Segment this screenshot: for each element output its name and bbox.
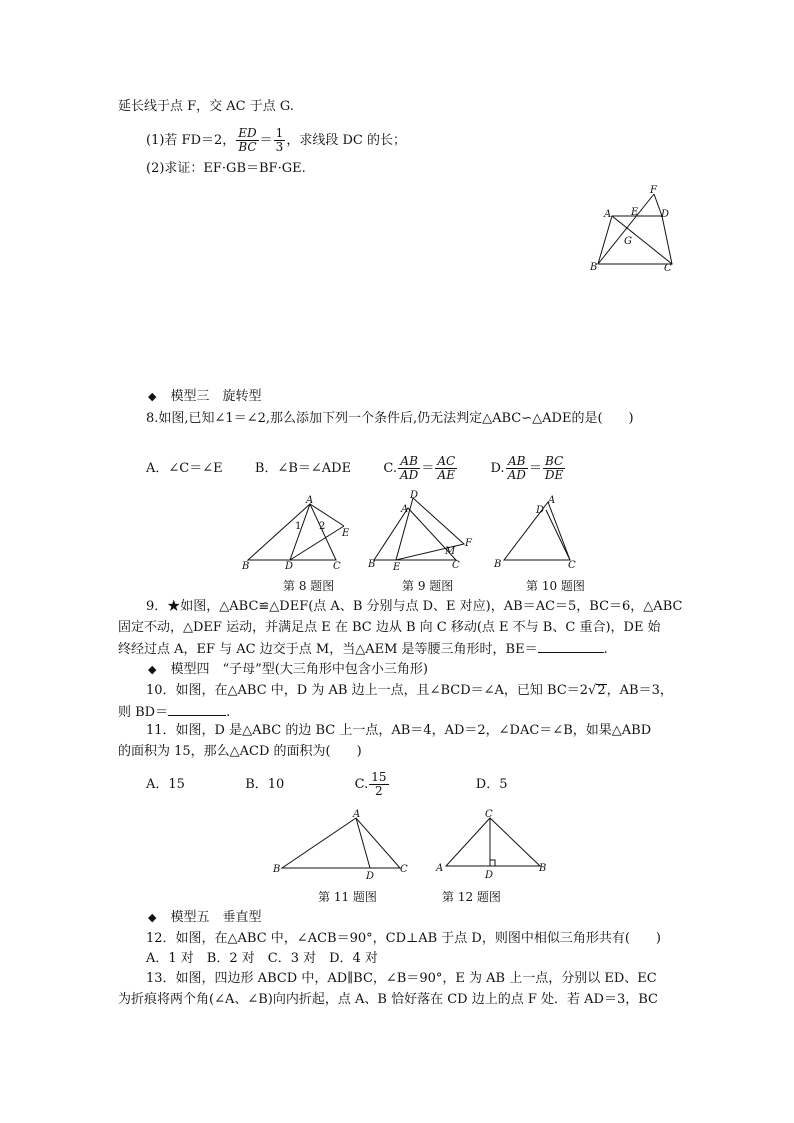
q9-answer-blank[interactable] <box>538 640 604 653</box>
q11-line2: 的面积为 15，那么△ACD 的面积为( ) <box>118 744 362 759</box>
q10-line2 <box>118 703 230 722</box>
model4-heading <box>148 661 428 679</box>
q9-line3-post: . <box>603 642 608 657</box>
q9-line1: 9．★如图，△ABC≌△DEF(点 A、B 分别与点 D、E 对应)，AB＝AC＝5，BC＝6，△ABC <box>146 599 683 614</box>
fig9-label-E: E <box>393 562 401 573</box>
q12-options: A．1 对 B．2 对 C．3 对 D．4 对 <box>146 951 378 966</box>
q10-line1 <box>146 682 673 700</box>
sqrt-icon: √ <box>588 683 597 698</box>
opt-label: D. <box>490 461 505 476</box>
frac <box>506 455 528 482</box>
frac-den: DE <box>544 468 564 482</box>
q10-line1-pre: 10．如图，在△ABC 中，D 为 AB 边上一点，且∠BCD＝∠A，已知 BC＝2 <box>146 683 589 698</box>
frac-num: ED <box>238 126 257 140</box>
q7-label-A: A <box>604 209 612 220</box>
q8-option-b: B．∠B＝∠ADE <box>254 461 352 476</box>
fig11-label-A: A <box>353 809 361 820</box>
q11-option-c <box>354 770 390 798</box>
fig12-label-A: A <box>436 863 444 874</box>
fig12-label-B: B <box>539 863 547 874</box>
frac-den: BC <box>238 140 257 154</box>
q7-figure <box>588 184 688 274</box>
frac-den: AD <box>507 468 526 482</box>
model3-title: 模型三 旋转型 <box>170 389 262 404</box>
fig12-right-angle <box>490 860 495 866</box>
q11-option-a: A．15 <box>146 777 185 792</box>
q7-part1 <box>146 126 406 156</box>
fig8-label-1: 1 <box>295 521 302 532</box>
fig9 <box>366 490 476 572</box>
diamond-icon: ◆ <box>148 663 157 676</box>
diamond-icon: ◆ <box>148 390 157 403</box>
q7-frac-1-3 <box>274 127 286 154</box>
model5-heading <box>148 909 261 927</box>
frac-num: 15 <box>371 770 387 784</box>
frac-num: AB <box>398 455 420 469</box>
q8-option-a: A．∠C＝∠E <box>146 461 223 476</box>
frac <box>543 455 565 482</box>
opt-label: C. <box>383 461 398 476</box>
q7-line1: 延长线于点 F，交 AC 于点 G. <box>118 99 294 114</box>
fig8-label-C: C <box>333 561 341 572</box>
q11-option-b: B．10 <box>245 777 285 792</box>
fig12-triangle-abc <box>446 818 540 866</box>
q8-options <box>146 452 566 486</box>
fig9-label-C: C <box>452 560 460 571</box>
fig8 <box>240 496 360 572</box>
fig10-label-D: D <box>536 505 545 516</box>
fig12 <box>434 808 554 882</box>
fig9-label-F: F <box>465 538 472 549</box>
q7-label-B: B <box>590 262 598 273</box>
fig12-label-D: D <box>485 870 494 881</box>
frac <box>398 455 420 482</box>
q11-line1: 11．如图，D 是△ABC 的边 BC 上一点，AB＝4，AD＝2，∠DAC＝∠B，如果△ABD <box>146 723 652 738</box>
frac-den: 2 <box>375 784 383 798</box>
eq-sign: ＝ <box>421 461 435 476</box>
q7-label-G: G <box>624 236 632 247</box>
q7-quad <box>598 216 672 264</box>
fig10-label-C: C <box>568 560 576 571</box>
frac <box>435 455 457 482</box>
q10-answer-blank[interactable] <box>168 703 226 716</box>
fig8-label-A: A <box>306 495 314 506</box>
q10-sqrt-value: 2 <box>597 683 606 698</box>
fig10-line-d <box>546 510 570 560</box>
frac-den: AE <box>437 468 455 482</box>
q7-label-D: D <box>661 209 670 220</box>
q8-option-d <box>490 454 566 482</box>
q7-part1-post: ，求线段 DC 的长； <box>286 133 406 148</box>
fig11-label-C: C <box>400 864 408 875</box>
opt-label: C. <box>354 777 369 792</box>
q10-line1-post: ，AB＝3， <box>606 683 673 698</box>
fig10-label-A: A <box>548 495 556 506</box>
eq-sign: ＝ <box>528 461 542 476</box>
model5-title: 模型五 垂直型 <box>170 910 262 925</box>
q10-line2-post: . <box>226 705 231 720</box>
eq-sign: ＝ <box>259 133 273 148</box>
q9-line3-pre: 终经过点 A，EF 与 AC 边交于点 M，当△AEM 是等腰三角形时，BE＝ <box>118 642 538 657</box>
q11-option-d: D．5 <box>475 777 508 792</box>
frac-num: BC <box>543 455 565 469</box>
frac-den: 3 <box>275 140 284 154</box>
model3-heading <box>148 388 261 406</box>
q7-label-E: E <box>631 207 639 218</box>
frac-num: AC <box>437 454 456 468</box>
fig9-label-D: D <box>410 490 419 501</box>
q9-line2: 固定不动，△DEF 运动，并满足点 E 在 BC 边从 B 向 C 移动(点 E 不与 B、C 重合)，DE 始 <box>118 620 661 635</box>
fig9-label-A: A <box>401 504 409 515</box>
fig11-label-D: D <box>366 871 375 882</box>
caption-fig9: 第 9 题图 <box>402 579 454 593</box>
frac-num: 1 <box>275 126 284 140</box>
fig11-label-B: B <box>273 864 281 875</box>
frac-den: AD <box>400 468 419 482</box>
q10-line2-pre: 则 BD＝ <box>118 705 169 720</box>
q11-options <box>146 770 508 800</box>
fig8-label-2: 2 <box>319 521 326 532</box>
caption-fig8: 第 8 题图 <box>283 579 335 593</box>
q7-label-F: F <box>650 185 657 196</box>
diamond-icon: ◆ <box>148 911 157 924</box>
fig10-label-B: B <box>494 559 502 570</box>
q8-option-c <box>383 454 458 482</box>
frac <box>369 771 388 798</box>
fig8-label-E: E <box>342 528 350 539</box>
fig12-label-C: C <box>485 809 493 820</box>
q13-line2: 为折痕将两个角(∠A、∠B)向内折起，点 A、B 恰好落在 CD 边上的点 F 处．若 AD＝3，BC <box>118 992 658 1007</box>
q13-line1: 13．如图，四边形 ABCD 中，AD∥BC，∠B＝90°，E 为 AB 上一点，分别以 ED、EC <box>146 971 657 986</box>
caption-fig10: 第 10 题图 <box>526 579 585 593</box>
fig8-label-B: B <box>242 561 250 572</box>
q9-line3 <box>118 640 608 659</box>
fig9-label-M: M <box>445 546 456 557</box>
q7-part1-pre: (1)若 FD＝2， <box>146 133 236 148</box>
q7-part2: (2)求证：EF·GB＝BF·GE. <box>146 161 306 176</box>
frac-num: AB <box>506 455 528 469</box>
fig9-triangle-abc <box>374 508 456 560</box>
q8-stem: 8.如图,已知∠1＝∠2,那么添加下列一个条件后,仍无法判定△ABC∽△ADE的是( ) <box>146 411 634 426</box>
caption-fig12: 第 12 题图 <box>442 890 501 904</box>
fig11 <box>270 810 420 880</box>
fig9-label-B: B <box>368 559 376 570</box>
q7-frac-ed-bc <box>236 127 258 154</box>
fig10 <box>490 494 590 572</box>
fig11-triangle-abc <box>282 818 400 868</box>
q7-line-bf <box>598 194 654 264</box>
fig8-label-D: D <box>285 561 294 572</box>
caption-fig11: 第 11 题图 <box>318 890 377 904</box>
q7-label-C: C <box>664 263 672 274</box>
model4-title: 模型四 “子母”型(大三角形中包含小三角形) <box>170 662 428 677</box>
q12-stem: 12．如图，在△ABC 中，∠ACB＝90°，CD⊥AB 于点 D，则图中相似三角形共有( ) <box>146 931 661 946</box>
